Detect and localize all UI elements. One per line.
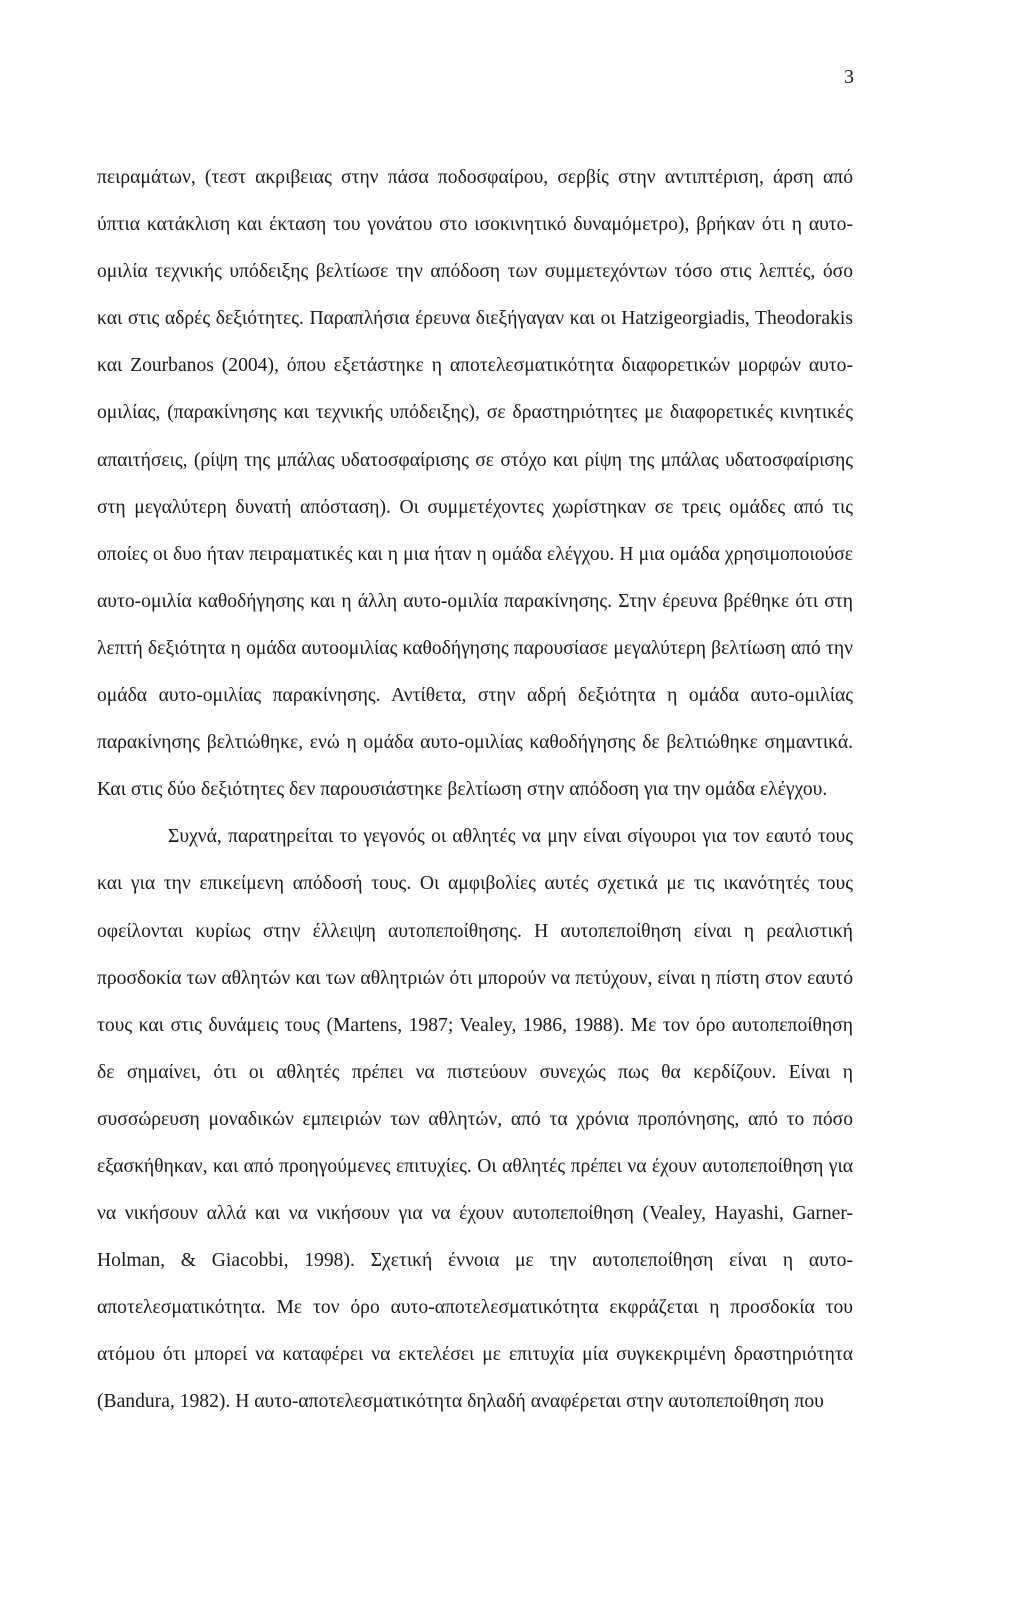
page-number: 3: [844, 66, 854, 88]
paragraph-2: Συχνά, παρατηρείται το γεγονός οι αθλητές να μην είναι σίγουροι για τον εαυτό τους και για την επικείμενη απόδοσή τους. Οι αμφιβολίες αυτές σχετικά με τις ικανότητές τους οφείλονται κυρίως στην έλλειψη αυτοπεποίθησης. Η αυτοπεποίθηση είναι η ρεαλιστική προσδοκία των αθλητών και των αθλητριών ότι μπορούν να πετύχουν, είναι η πίστη στον εαυτό τους και στις δυνάμεις τους (Martens, 1987; Vealey, 1986, 1988). Με τον όρο αυτοπεποίθηση δε σημαίνει, ότι οι αθλητές πρέπει να πιστεύουν συνεχώς πως θα κερδίζουν. Είναι η συσσώρευση μοναδικών εμπειριών των αθλητών, από τα χρόνια προπόνησης, από το πόσο εξασκήθηκαν, και από προηγούμενες επιτυχίες. Οι αθλητές πρέπει να έχουν αυτοπεποίθηση για να νικήσουν αλλά και να νικήσουν για να έχουν αυτοπεποίθηση (Vealey, Hayashi, Garner-Holman, & Giacobbi, 1998). Σχετική έννοια με την αυτοπεποίθηση είναι η αυτο-αποτελεσματικότητα. Με τον όρο αυτο-αποτελεσματικότητα εκφράζεται η προσδοκία του ατόμου ότι μπορεί να καταφέρει να εκτελέσει με επιτυχία μία συγκεκριμένη δραστηριότητα (Bandura, 1982). Η αυτο-αποτελεσματικότητα δηλαδή αναφέρεται στην αυτοπεποίθηση που: [97, 826, 853, 1413]
paragraph-1: πειραμάτων, (τεστ ακριβειας στην πάσα ποδοσφαίρου, σερβίς στην αντιπτέριση, άρση από ύπτια κατάκλιση και έκταση του γονάτου στο ισοκινητικό δυναμόμετρο), βρήκαν ότι η αυτο-ομιλία τεχνικής υπόδειξης βελτίωσε την απόδοση των συμμετεχόντων τόσο στις λεπτές, όσο και στις αδρές δεξιότητες. Παραπλήσια έρευνα διεξήγαγαν και οι Hatzigeorgiadis, Theodorakis και Zourbanos (2004), όπου εξετάστηκε η αποτελεσματικότητα διαφορετικών μορφών αυτο-ομιλίας, (παρακίνησης και τεχνικής υπόδειξης), σε δραστηριότητες με διαφορετικές κινητικές απαιτήσεις, (ρίψη της μπάλας υδατοσφαίρισης σε στόχο και ρίψη της μπάλας υδατοσφαίρισης στη μεγαλύτερη δυνατή απόσταση). Οι συμμετέχοντες χωρίστηκαν σε τρεις ομάδες από τις οποίες οι δυο ήταν πειραματικές και η μια ήταν η ομάδα ελέγχου. Η μια ομάδα χρησιμοποιούσε αυτο-ομιλία καθοδήγησης και η άλλη αυτο-ομιλία παρακίνησης. Στην έρευνα βρέθηκε ότι στη λεπτή δεξιότητα η ομάδα αυτοομιλίας καθοδήγησης παρουσίασε μεγαλύτερη βελτίωση από την ομάδα αυτο-ομιλίας παρακίνησης. Αντίθετα, στην αδρή δεξιότητα η ομάδα αυτο-ομιλίας παρακίνησης βελτιώθηκε, ενώ η ομάδα αυτο-ομιλίας καθοδήγησης δε βελτιώθηκε σημαντικά. Και στις δύο δεξιότητες δεν παρουσιάστηκε βελτίωση στην απόδοση για την ομάδα ελέγχου.: [97, 167, 853, 801]
body-text: [97, 154, 853, 1426]
